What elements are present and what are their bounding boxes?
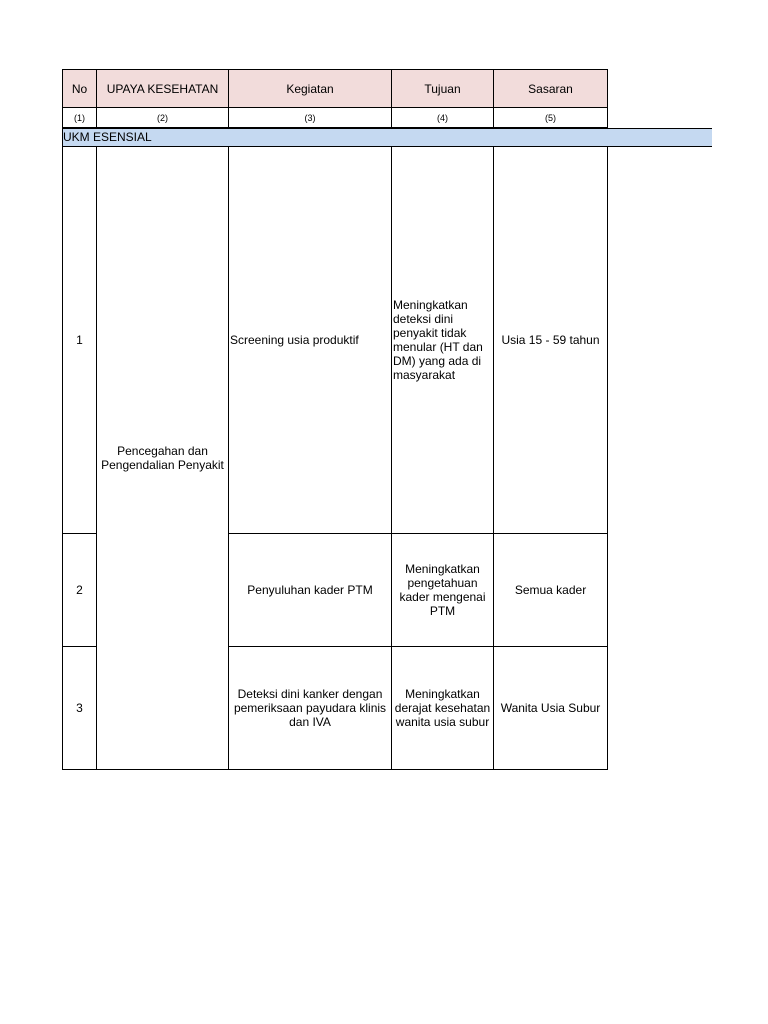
header-row — [63, 70, 608, 108]
table-row — [63, 147, 608, 534]
sasaran-cell: Wanita Usia Subur — [494, 647, 608, 770]
column-number: (5) — [494, 108, 608, 128]
row-no: 2 — [63, 534, 97, 647]
tujuan-cell: Meningkatkan deteksi dini penyakit tidak menular (HT dan DM) yang ada di masyarakat — [392, 147, 494, 534]
kegiatan-cell: Penyuluhan kader PTM — [229, 534, 392, 647]
column-number: (1) — [63, 108, 97, 128]
tujuan-cell: Meningkatkan derajat kesehatan wanita usia subur — [392, 647, 494, 770]
row-no: 1 — [63, 147, 97, 534]
column-number: (3) — [229, 108, 392, 128]
header-kegiatan: Kegiatan — [229, 70, 392, 108]
column-number: (2) — [97, 108, 229, 128]
header-tujuan: Tujuan — [392, 70, 494, 108]
header-no: No — [63, 70, 97, 108]
header-sasaran: Sasaran — [494, 70, 608, 108]
kegiatan-cell: Deteksi dini kanker dengan pemeriksaan payudara klinis dan IVA — [229, 647, 392, 770]
upaya-kesehatan-cell: Pencegahan dan Pengendalian Penyakit — [97, 147, 229, 770]
sasaran-cell: Usia 15 - 59 tahun — [494, 147, 608, 534]
section-label: UKM ESENSIAL — [63, 130, 152, 144]
sasaran-cell: Semua kader — [494, 534, 608, 647]
header-upaya-kesehatan: UPAYA KESEHATAN — [97, 70, 229, 108]
tujuan-cell: Meningkatkan pengetahuan kader mengenai PTM — [392, 534, 494, 647]
row-no: 3 — [63, 647, 97, 770]
section-band — [62, 128, 712, 147]
column-number: (4) — [392, 108, 494, 128]
program-table — [62, 69, 608, 770]
column-number-row — [63, 108, 608, 128]
kegiatan-cell: Screening usia produktif — [229, 147, 392, 534]
